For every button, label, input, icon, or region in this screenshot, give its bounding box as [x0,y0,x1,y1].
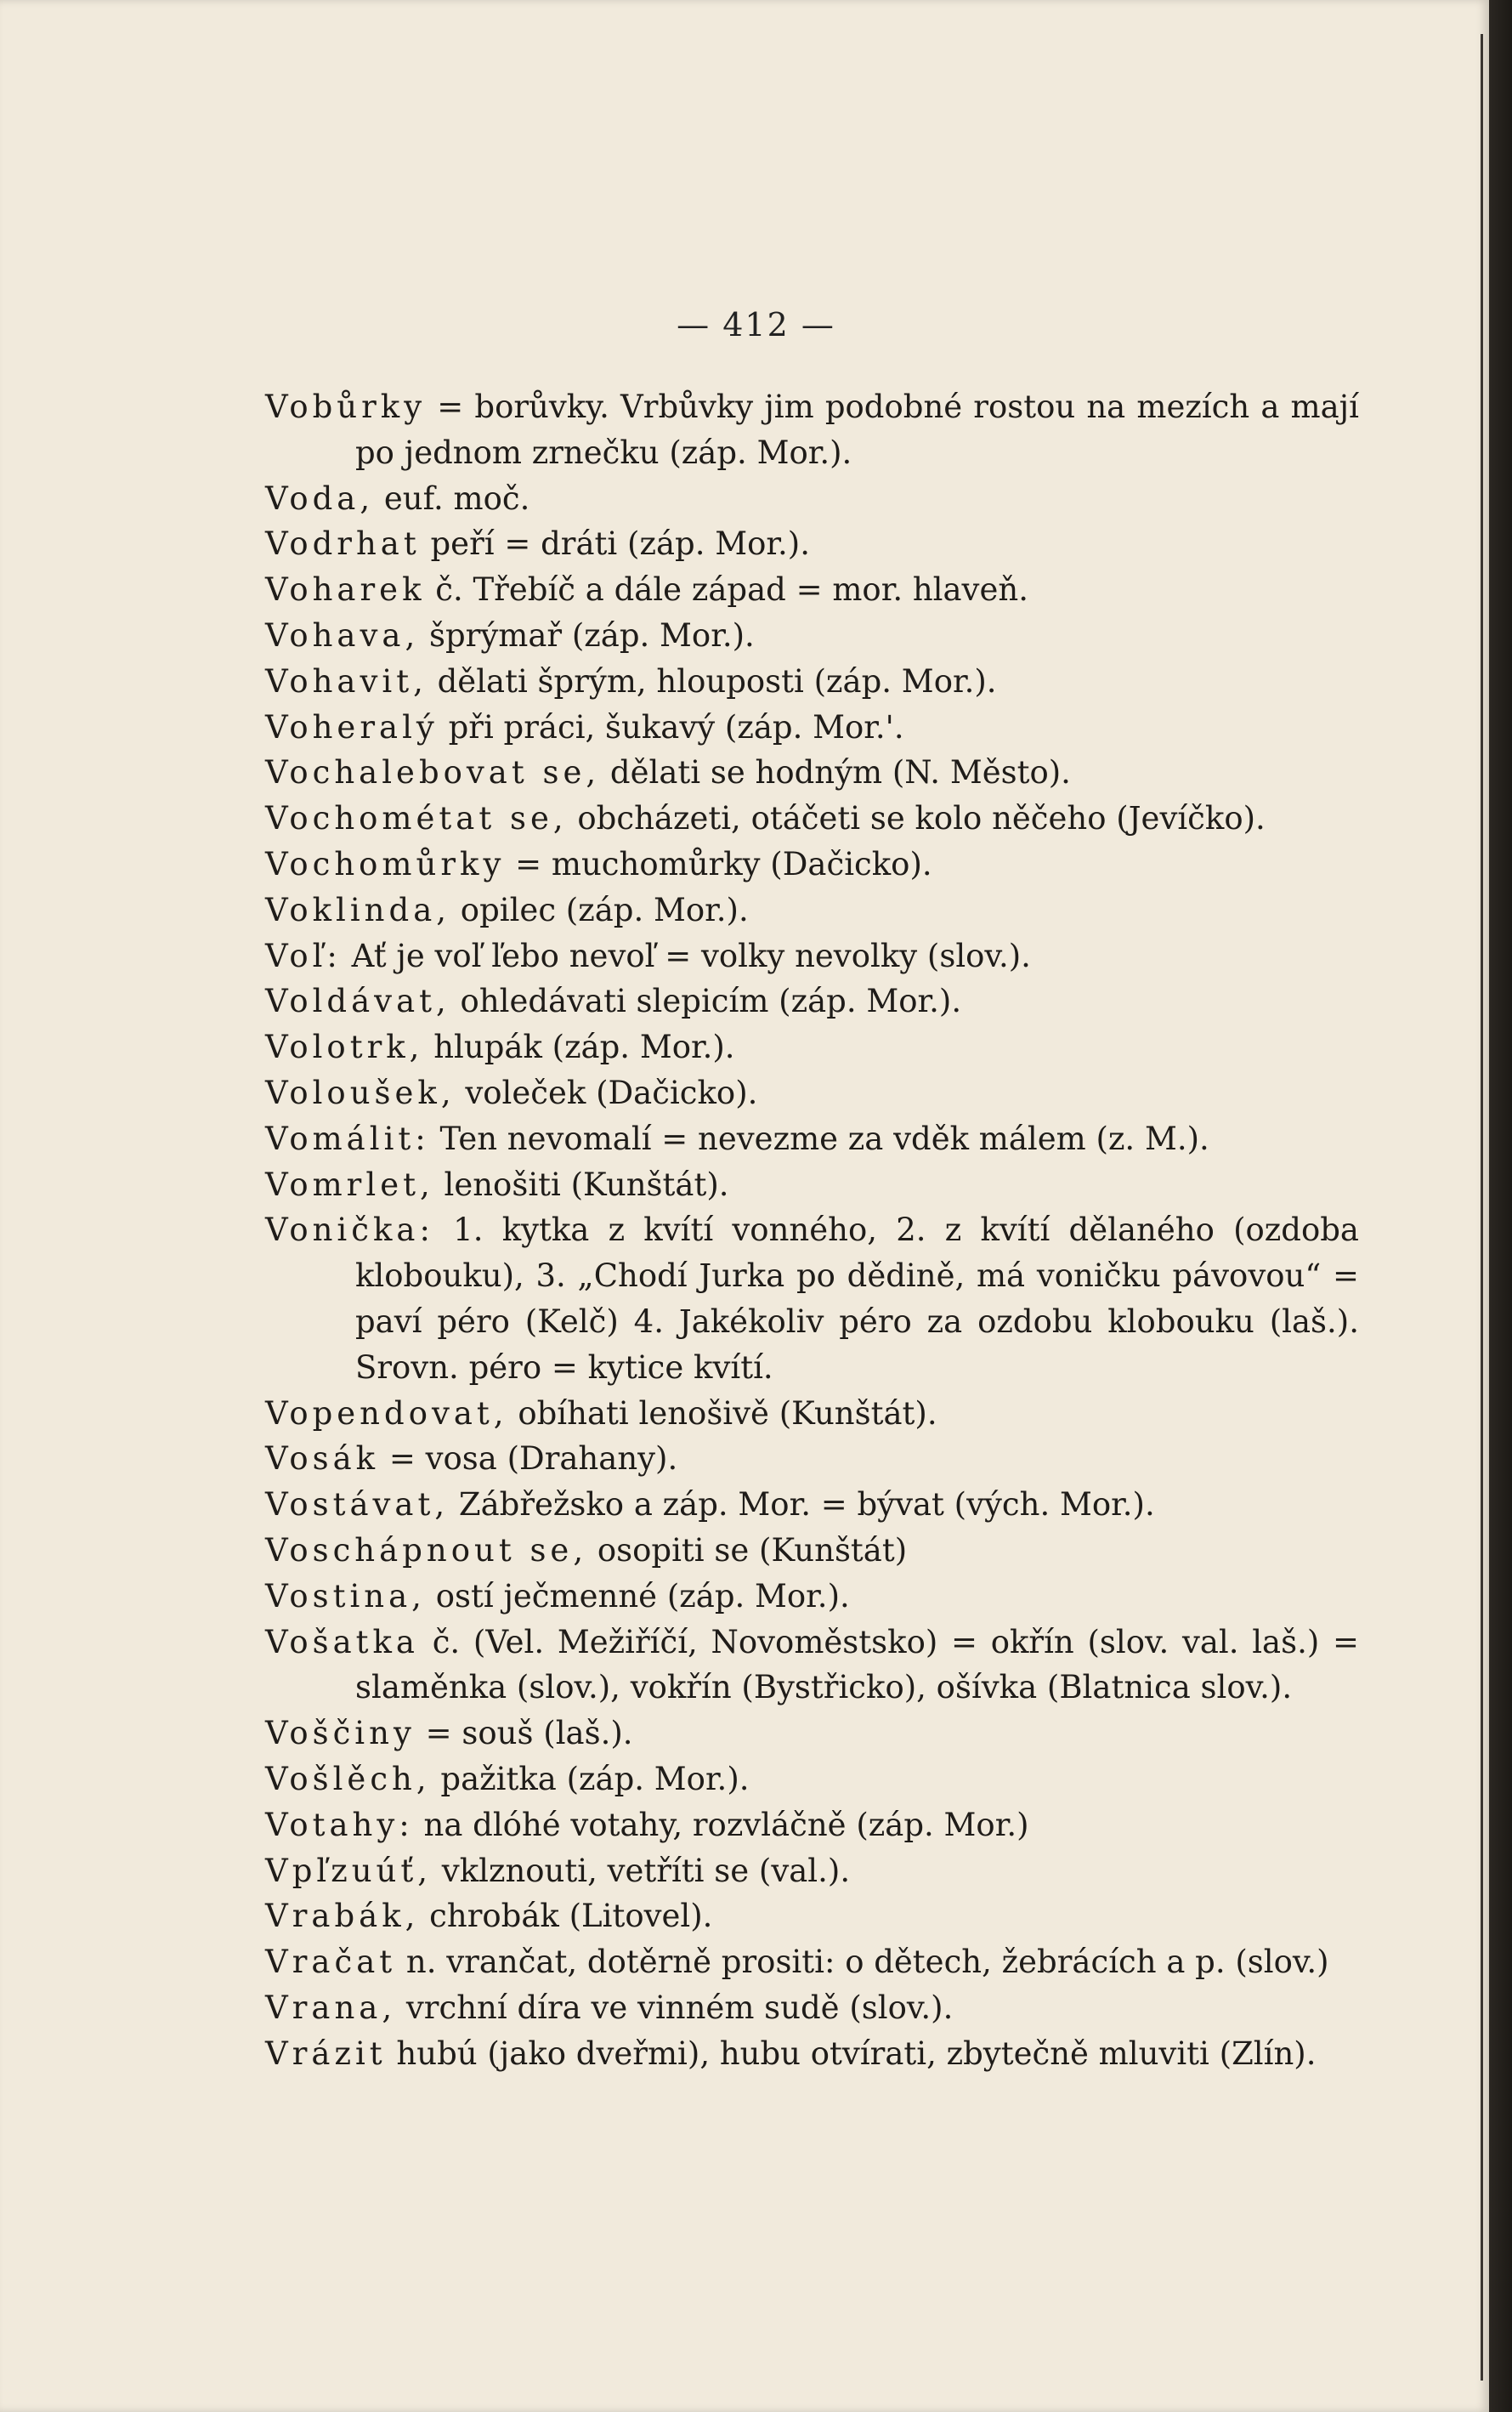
entry-definition: dělati se hodným (N. Město). [600,754,1071,792]
dictionary-entry [265,1070,1359,1116]
entry-definition: Zábřežsko a záp. Mor. = bývat (vých. Mor.). [449,1486,1155,1524]
entry-headword: Voščiny [265,1715,416,1752]
entry-headword: Vrana, [265,1989,397,2026]
page-border-line [1481,34,1483,2381]
entry-headword: Voschápnout se, [265,1531,588,1569]
entry-headword: Vosák [265,1440,380,1478]
entry-headword: Vodrhat [265,525,421,563]
entry-definition: při práci, šukavý (záp. Mor.'. [438,708,904,746]
entry-headword: Voloušek, [265,1074,456,1111]
entry-definition: hlupák (záp. Mor.). [423,1029,735,1066]
entry-definition: dělati šprým, hlouposti (záp. Mor.). [427,662,997,700]
dictionary-entry [265,521,1359,567]
entry-definition: ostí ječmenné (záp. Mor.). [425,1577,850,1615]
entry-headword: Voda, [265,480,375,517]
entry-definition: voleček (Dačicko). [455,1074,758,1111]
dictionary-entry [265,1574,1359,1620]
entry-headword: Vračat [265,1944,397,1981]
dictionary-entry [265,842,1359,888]
entry-headword: Vpľzuúť, [265,1852,433,1889]
dictionary-entry [265,979,1359,1024]
dictionary-entry [265,2031,1359,2077]
entry-headword: Voklinda, [265,891,451,928]
dictionary-entry [265,1757,1359,1802]
entry-definition: pažitka (záp. Mor.). [430,1760,750,1797]
dictionary-entry [265,888,1359,934]
dictionary-entry [265,613,1359,659]
dictionary-entry [265,1024,1359,1070]
entry-headword: Vošatka [265,1623,419,1660]
dictionary-entries [265,384,1359,2076]
entry-headword: Vonička: [265,1212,434,1249]
entry-definition: ohledávati slepicím (záp. Mor.). [450,983,962,1020]
entry-definition: lenošiti (Kunštát). [433,1166,729,1203]
entry-headword: Vomálit: [265,1120,430,1157]
entry-definition: č. (Vel. Mežiříčí, Novoměstsko) = okřín (slov. val. laš.) = slaměnka (slov.), vokřín (Bystřicko), ošívka (Blatnica slov.). [355,1623,1359,1706]
entry-headword: Voľ: [265,937,342,974]
entry-headword: Vrabák, [265,1898,420,1935]
entry-headword: Vochométat se, [265,800,568,837]
dictionary-entry [265,1620,1359,1711]
entry-definition: peří = dráti (záp. Mor.). [420,525,810,563]
dictionary-entry [265,384,1359,476]
entry-headword: Vohava, [265,616,420,654]
entry-headword: Voharek [265,571,426,609]
entry-definition: vklznouti, vetříti se (val.). [432,1852,851,1889]
entry-headword: Vostina, [265,1577,426,1615]
dictionary-entry [265,705,1359,751]
entry-headword: Vochalebovat se, [265,754,601,792]
entry-definition: = souš (laš.). [415,1715,633,1752]
dictionary-entry [265,567,1359,613]
entry-headword: Voldávat, [265,983,450,1020]
dictionary-entry [265,1802,1359,1848]
dictionary-entry [265,659,1359,705]
dictionary-entry [265,934,1359,979]
entry-definition: šprýmař (záp. Mor.). [419,616,755,654]
dictionary-entry [265,1436,1359,1482]
page-number: — 412 — [677,306,835,343]
entry-headword: Votahy: [265,1806,414,1843]
dictionary-entry [265,1528,1359,1574]
dictionary-entry [265,1482,1359,1528]
entry-definition: hubú (jako dveřmi), hubu otvírati, zbytečně mluviti (Zlín). [386,2035,1317,2072]
entry-definition: obíhati lenošivě (Kunštát). [507,1394,937,1432]
entry-definition: = vosa (Drahany). [379,1440,678,1478]
entry-headword: Vohavit, [265,662,428,700]
dictionary-entry [265,1391,1359,1437]
dictionary-entry [265,1162,1359,1208]
entry-definition: chrobák (Litovel). [419,1898,713,1935]
entry-definition: opilec (záp. Mor.). [450,891,749,928]
entry-definition: vrchní díra ve vinném sudě (slov.). [396,1989,954,2026]
entry-definition: Ten nevomalí = nevezme za vděk málem (z. M.). [429,1120,1209,1157]
dictionary-entry [265,796,1359,842]
entry-headword: Voheralý [265,708,439,746]
dictionary-entry [265,1848,1359,1894]
dictionary-entry [265,750,1359,796]
entry-headword: Vostávat, [265,1486,450,1524]
entry-definition: osopiti se (Kunštát) [587,1531,908,1569]
entry-definition: č. Třebíč a dále západ = mor. hlaveň. [425,571,1028,609]
entry-definition: n. vrančat, dotěrně prositi: o dětech, žebrácích a p. (slov.) [396,1944,1329,1981]
dictionary-entry [265,1207,1359,1390]
dictionary-entry [265,1985,1359,2031]
entry-definition: = borůvky. Vrbůvky jim podobné rostou na mezích a mají po jednom zrnečku (záp. Mor.). [355,389,1359,471]
dictionary-entry [265,1893,1359,1939]
dictionary-entry [265,1711,1359,1757]
dictionary-entry [265,1116,1359,1162]
entry-headword: Volotrk, [265,1029,424,1066]
entry-definition: 1. kytka z kvítí vonného, 2. z kvítí dělaného (ozdoba klobouku), 3. „Chodí Jurka po dědině, má voničku pávovou“ = paví péro (Kelč) 4. Jakékoliv péro za ozdobu klobouku (laš.). Srovn. péro = kytice kvítí. [355,1212,1359,1386]
entry-definition: obcházeti, otáčeti se kolo něčeho (Jevíčko). [567,800,1266,837]
entry-definition: = muchomůrky (Dačicko). [505,845,932,883]
entry-headword: Vošlěch, [265,1760,431,1797]
entry-definition: Ať je voľ ľebo nevoľ = volky nevolky (slov.). [341,937,1031,974]
entry-headword: Vopendovat, [265,1394,508,1432]
dictionary-entry [265,476,1359,522]
entry-definition: na dlóhé votahy, rozvláčně (záp. Mor.) [413,1806,1029,1843]
dictionary-entry [265,1939,1359,1985]
entry-definition: euf. moč. [374,480,530,517]
entry-headword: Vrázit [265,2035,387,2072]
entry-headword: Vomrlet, [265,1166,434,1203]
book-edge [1489,0,1512,2412]
entry-headword: Vochomůrky [265,845,506,883]
entry-headword: Vobůrky [265,389,427,425]
